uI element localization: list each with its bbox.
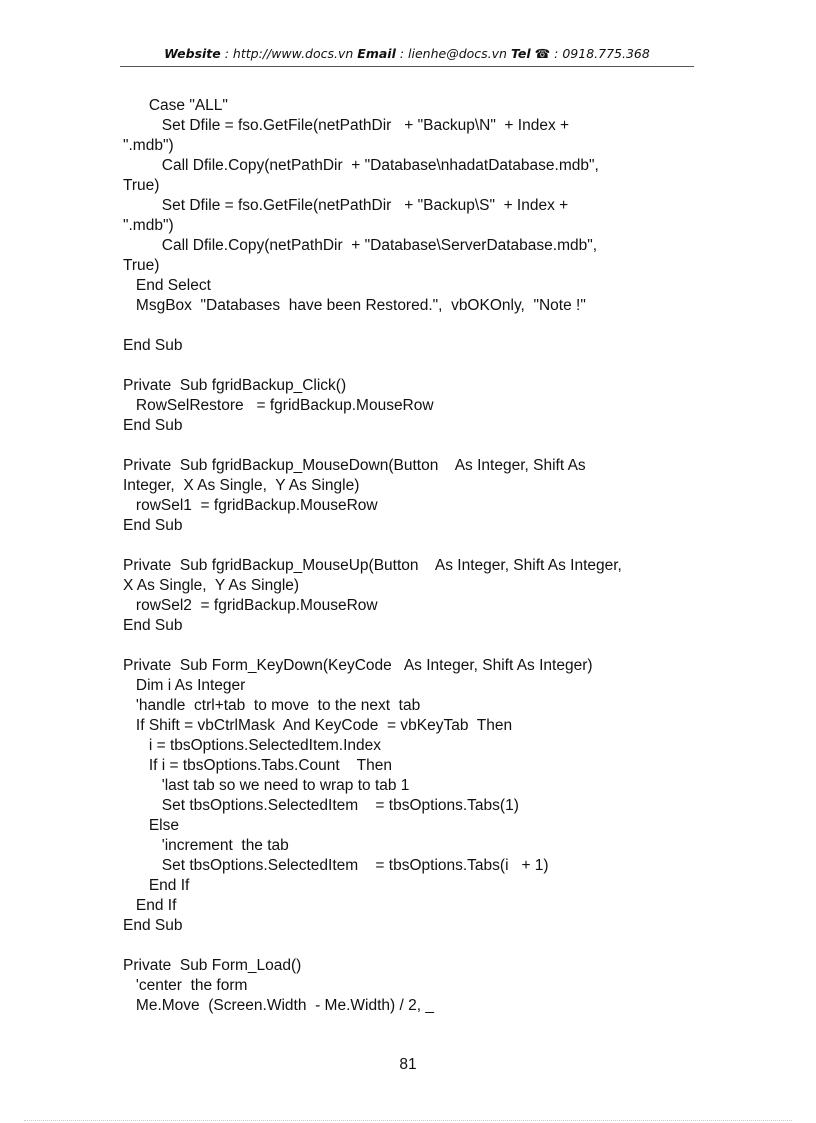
code-line: End Sub <box>123 337 183 354</box>
code-line: Private Sub Form_Load() <box>123 957 302 974</box>
code-line: Private Sub fgridBackup_Click() <box>123 377 347 394</box>
code-line: ".mdb") <box>123 217 174 234</box>
code-line: RowSelRestore = fgridBackup.MouseRow <box>123 397 434 414</box>
code-line: MsgBox "Databases have been Restored.", vbOKOnly, "Note !" <box>123 297 586 314</box>
code-line: Private Sub fgridBackup_MouseUp(Button As Integer, Shift As Integer, <box>123 557 622 574</box>
code-line: i = tbsOptions.SelectedItem.Index <box>123 737 382 754</box>
header-divider <box>120 66 694 67</box>
code-line: X As Single, Y As Single) <box>123 577 300 594</box>
code-line <box>123 936 693 956</box>
code-line: Private Sub fgridBackup_MouseDown(Button As Integer, Shift As <box>123 457 586 474</box>
code-line: Else <box>123 817 179 834</box>
code-line: ".mdb") <box>123 137 174 154</box>
code-line: Set Dfile = fso.GetFile(netPathDir + "Backup\N" + Index + <box>123 117 570 134</box>
code-line: True) <box>123 177 160 194</box>
code-line: Dim i As Integer <box>123 677 246 694</box>
email-value: : lienhe@docs.vn <box>395 46 511 61</box>
code-line: Me.Move (Screen.Width - Me.Width) / 2, _ <box>123 997 434 1014</box>
code-line: 'handle ctrl+tab to move to the next tab <box>123 697 421 714</box>
code-line <box>123 636 693 656</box>
code-line: Private Sub Form_KeyDown(KeyCode As Integer, Shift As Integer) <box>123 657 593 674</box>
code-line: If i = tbsOptions.Tabs.Count Then <box>123 757 392 774</box>
code-line: End Sub <box>123 617 183 634</box>
tel-value: : 0918.775.368 <box>550 46 650 61</box>
code-line: Case "ALL" <box>123 97 228 114</box>
code-line: True) <box>123 257 160 274</box>
code-line: Set tbsOptions.SelectedItem = tbsOptions.Tabs(1) <box>123 797 519 814</box>
page-number: 81 <box>399 1056 417 1073</box>
code-line: Set tbsOptions.SelectedItem = tbsOptions.Tabs(i + 1) <box>123 857 549 874</box>
page-header <box>120 46 694 61</box>
code-line: End If <box>123 897 177 914</box>
code-line: Integer, X As Single, Y As Single) <box>123 477 360 494</box>
page-bottom-border <box>24 1120 792 1121</box>
code-listing <box>123 96 693 1016</box>
code-line <box>123 356 693 376</box>
code-line: End If <box>123 877 190 894</box>
code-line: rowSel2 = fgridBackup.MouseRow <box>123 597 378 614</box>
code-line: End Sub <box>123 517 183 534</box>
code-line: If Shift = vbCtrlMask And KeyCode = vbKeyTab Then <box>123 717 513 734</box>
tel-label: Tel <box>510 46 531 61</box>
code-line <box>123 436 693 456</box>
code-line <box>123 536 693 556</box>
website-value: : http://www.docs.vn <box>220 46 358 61</box>
code-line: End Sub <box>123 917 183 934</box>
email-label: Email <box>357 46 396 61</box>
code-line: 'center the form <box>123 977 248 994</box>
code-line: Set Dfile = fso.GetFile(netPathDir + "Backup\S" + Index + <box>123 197 569 214</box>
code-line: Call Dfile.Copy(netPathDir + "Database\ServerDatabase.mdb", <box>123 237 598 254</box>
code-line: 'increment the tab <box>123 837 289 854</box>
code-line: End Select <box>123 277 211 294</box>
website-label: Website <box>164 46 221 61</box>
code-line: Call Dfile.Copy(netPathDir + "Database\nhadatDatabase.mdb", <box>123 157 599 174</box>
code-line <box>123 316 693 336</box>
code-line: rowSel1 = fgridBackup.MouseRow <box>123 497 378 514</box>
code-line: 'last tab so we need to wrap to tab 1 <box>123 777 410 794</box>
code-line: End Sub <box>123 417 183 434</box>
phone-icon: ☎ <box>534 46 551 61</box>
